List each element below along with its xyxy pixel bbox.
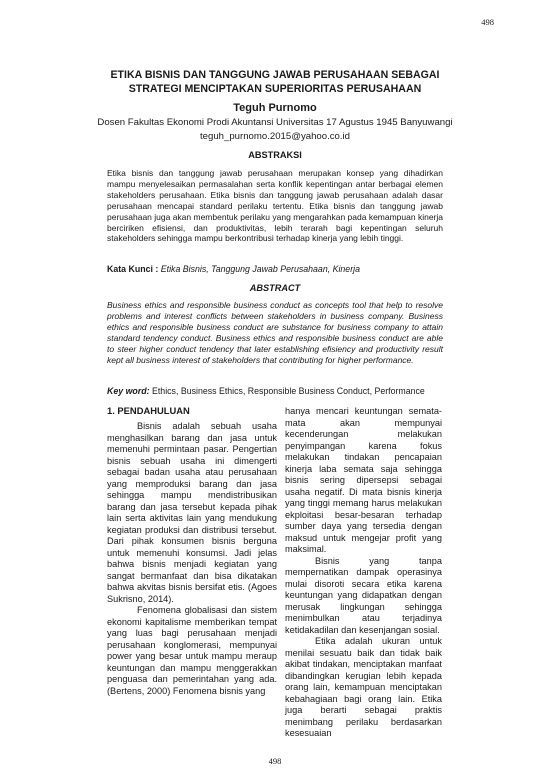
right-paragraph-3: Etika adalah ukuran untuk menilai sesuatu baik dan tidak baik akibat tindakan, menciptakan manfaat dibandingkan kerugian lebih kepada orang lain, kemampuan menciptakan kebahagiaan bagi orang lain. Etika juga berarti sebagai praktis menimbang perilaku berdasarkan kesesuaian [285, 636, 442, 738]
abstract-heading: ABSTRACT [249, 283, 301, 293]
kata-kunci-label: Kata Kunci : [107, 264, 159, 274]
right-paragraph-1: hanya mencari keuntungan semata-mata akan mempunyai kecenderungan melakukan penyimpangan karena fokus melakukan tindakan pencapaian kinerja laba semata saja sehingga bisnis sering dipersepsi sebagai usaha negatif. Di mata bisnis kinerja yang tinggi memang harus melakukan ekploitasi besar-besaran terhadap sumber daya yang tersedia dengan maksud untuk mengejar profit yang maksimal. [285, 406, 442, 554]
title-line-1: ETIKA BISNIS DAN TANGGUNG JAWAB PERUSAHAAN SEBAGAI [110, 69, 440, 81]
right-column [285, 406, 442, 740]
author-name: Teguh Purnomo [233, 102, 317, 114]
right-paragraph-2: Bisnis yang tanpa mempernatikan dampak operasinya mulai disoroti secara etika karena keuntungan yang didapatkan dengan merusak lingkungan sehingga menimbulkan atau terjadinya ketidakadilan dan kesenjangan sosial. [285, 555, 442, 635]
affiliation-block [40, 116, 510, 143]
kata-kunci [107, 264, 447, 274]
kata-kunci-text: Etika Bisnis, Tanggung Jawab Perusahaan, Kinerja [160, 264, 360, 274]
abstract-text: Business ethics and responsible business conduct as concepts tool that help to resolve problems and interest conflicts between stakeholders in business company. Business ethics and responsible business conduct are substance for business company to attain standard tendency conduct. Business ethics and responsible business conduct are able to steer higher conduct tendency that later establishing efisiency and productivity result kept all business interest of stakeholders that contributing for higher performance. [107, 300, 443, 365]
keywords-english [107, 386, 447, 396]
page-number-top: 498 [481, 17, 494, 27]
title-line-2: STRATEGI MENCIPTAKAN SUPERIORITAS PERUSAHAAN [128, 83, 422, 95]
section-heading: 1. PENDAHULUAN [107, 405, 190, 416]
paper-title [60, 68, 490, 96]
left-paragraph-1: Bisnis adalah sebuah usaha menghasilkan barang dan jasa untuk memenuhi permintaan pasar. Pengertian bisnis sebuah usaha ini dimengerti sebagai badan usaha atau perusahaan yang memproduksi barang dan jasa sehingga mampu mendistribusikan barang dan jasa tersebut kepada pihak lain serta aktivitas lain yang mendukung kegiatan produksi dan distribusi tersebut. Dari pihak konsumen bisnis berguna untuk memenuhi konsumsi. Jadi jelas bahwa bisnis menjadi kegiatan yang sangat bermanfaat dan bisa dikatakan bahwa akvitas bisnis bersifat etis. (Agoes Sukrisno, 2014). [107, 421, 277, 604]
abstraksi-text: Etika bisnis dan tanggung jawab perusahaan merupakan konsep yang dihadirkan mampu menyelesaikan permasalahan serta konflik kepentingan antar berbagai elemen stakeholders perusahaan. Etika bisnis dan tanggung jawab perusahaan adalah dasar perusahaan mencapai standard perilaku tertentu. Etika bisnis dan tanggung jawab perusahaan juga akan membentuk perilaku yang mengarahkan pada kemampuan kinerja berciriken efisiensi, dan produktivitas, lebih terarah bagi kepentingan seluruh stakeholders sehingga mampu berkontribusi terhadap kinerja yang lebih tinggi. [107, 168, 443, 244]
keyword-label: Key word: [107, 386, 150, 396]
keyword-text: Ethics, Business Ethics, Responsible Business Conduct, Performance [151, 386, 425, 396]
left-paragraph-2: Fenomena globalisasi dan sistem ekonomi kapitalisme memberikan tempat yang luas bagi perusahaan menjadi perusahaan konglomerasi, mempunyai power yang besar untuk mampu meraup keuntungan dan mampu menggerakkan penguasa dan pemerintahan yang ada. (Bertens, 2000) Fenomena bisnis yang [107, 605, 277, 696]
author-email: teguh_purnomo.2015@yahoo.co.id [199, 130, 351, 142]
page-number-bottom: 498 [268, 756, 282, 766]
affiliation: Dosen Fakultas Ekonomi Prodi Akuntansi Universitas 17 Agustus 1945 Banyuwangi [97, 117, 453, 128]
left-column [107, 421, 277, 697]
abstraksi-heading: ABSTRAKSI [248, 150, 302, 160]
